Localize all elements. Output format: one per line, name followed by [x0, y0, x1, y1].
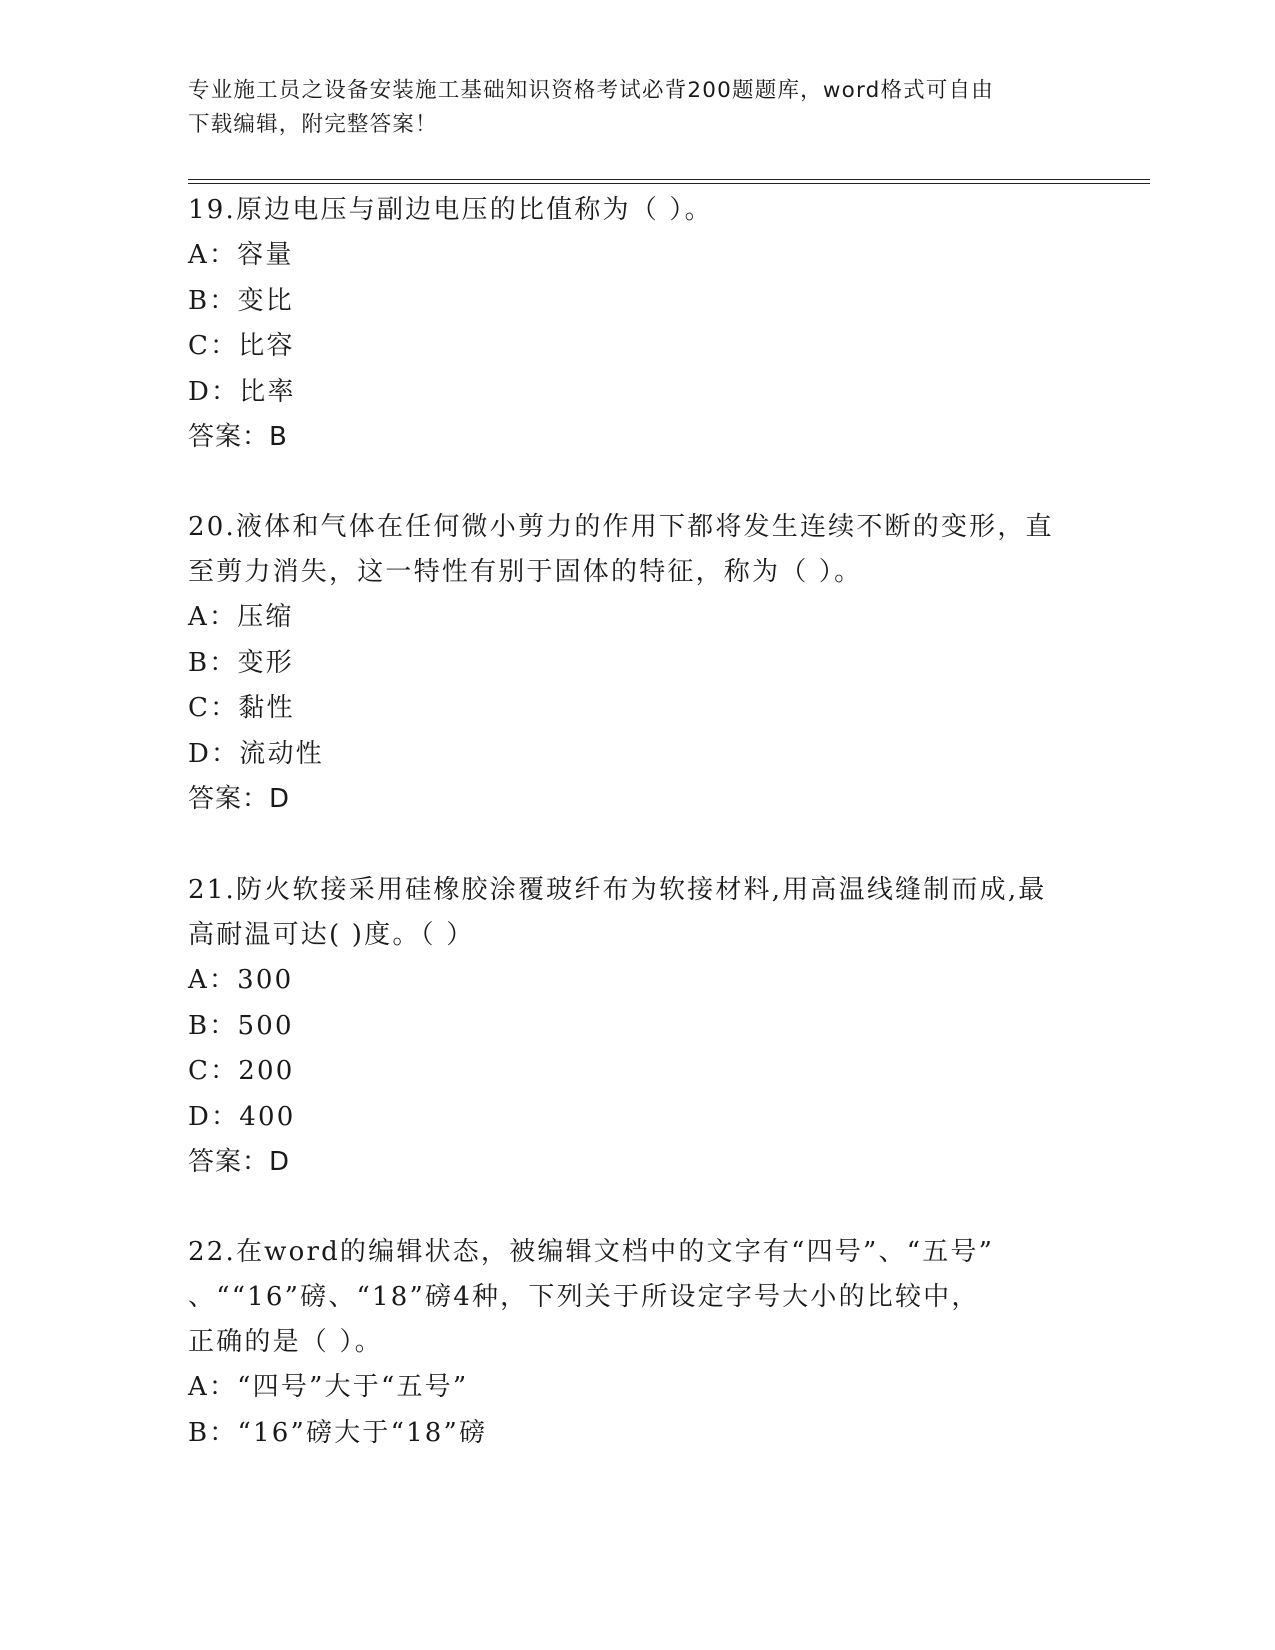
- option-c: C：黏性: [188, 693, 295, 723]
- option-d: D：流动性: [188, 738, 324, 769]
- question-stem-continued: 正确的是（ ）。: [188, 1327, 383, 1357]
- option-d: D：400: [188, 1101, 296, 1132]
- document-header: [188, 74, 1068, 142]
- question-stem-continued: 至剪力消失，这一特性有别于固体的特征，称为（ ）。: [188, 557, 863, 587]
- option-a: A：300: [188, 965, 294, 995]
- question-stem-continued: 高耐温可达( )度。（ ）: [188, 920, 475, 950]
- question-20: [188, 505, 1088, 822]
- option-b: B：500: [188, 1010, 294, 1041]
- question-22: [188, 1230, 1088, 1456]
- option-c: C：比容: [188, 331, 295, 361]
- header-line-1: 专业施工员之设备安装施工基础知识资格考试必背200题题库，word格式可自由: [188, 78, 994, 103]
- answer-line: 答案：B: [188, 422, 288, 452]
- option-a: A：“四号”大于“五号”: [188, 1372, 469, 1402]
- header-divider-top: [188, 179, 1150, 180]
- question-stem-continued: 、““16”磅、“18”磅4种，下列关于所设定字号大小的比较中，: [188, 1282, 980, 1312]
- option-b: B：“16”磅大于“18”磅: [188, 1417, 488, 1448]
- answer-line: 答案：D: [188, 784, 291, 814]
- question-21: [188, 868, 1088, 1185]
- option-b: B：变比: [188, 285, 294, 316]
- question-stem: 22.在word的编辑状态，被编辑文档中的文字有“四号”、“五号”: [188, 1237, 995, 1267]
- option-b: B：变形: [188, 647, 294, 678]
- question-19: [188, 188, 1088, 460]
- option-a: A：容量: [188, 240, 294, 270]
- header-divider-bottom: [188, 183, 1150, 184]
- option-d: D：比率: [188, 376, 296, 407]
- question-stem: 21.防火软接采用硅橡胶涂覆玻纤布为软接材料,用高温线缝制而成,最: [188, 875, 1047, 905]
- header-line-2: 下载编辑，附完整答案！: [188, 112, 438, 137]
- question-stem: 19.原边电压与副边电压的比值称为（ ）。: [188, 195, 713, 225]
- option-c: C：200: [188, 1056, 295, 1086]
- answer-line: 答案：D: [188, 1147, 291, 1177]
- question-stem: 20.液体和气体在任何微小剪力的作用下都将发生连续不断的变形，直: [188, 512, 1054, 542]
- option-a: A：压缩: [188, 602, 294, 632]
